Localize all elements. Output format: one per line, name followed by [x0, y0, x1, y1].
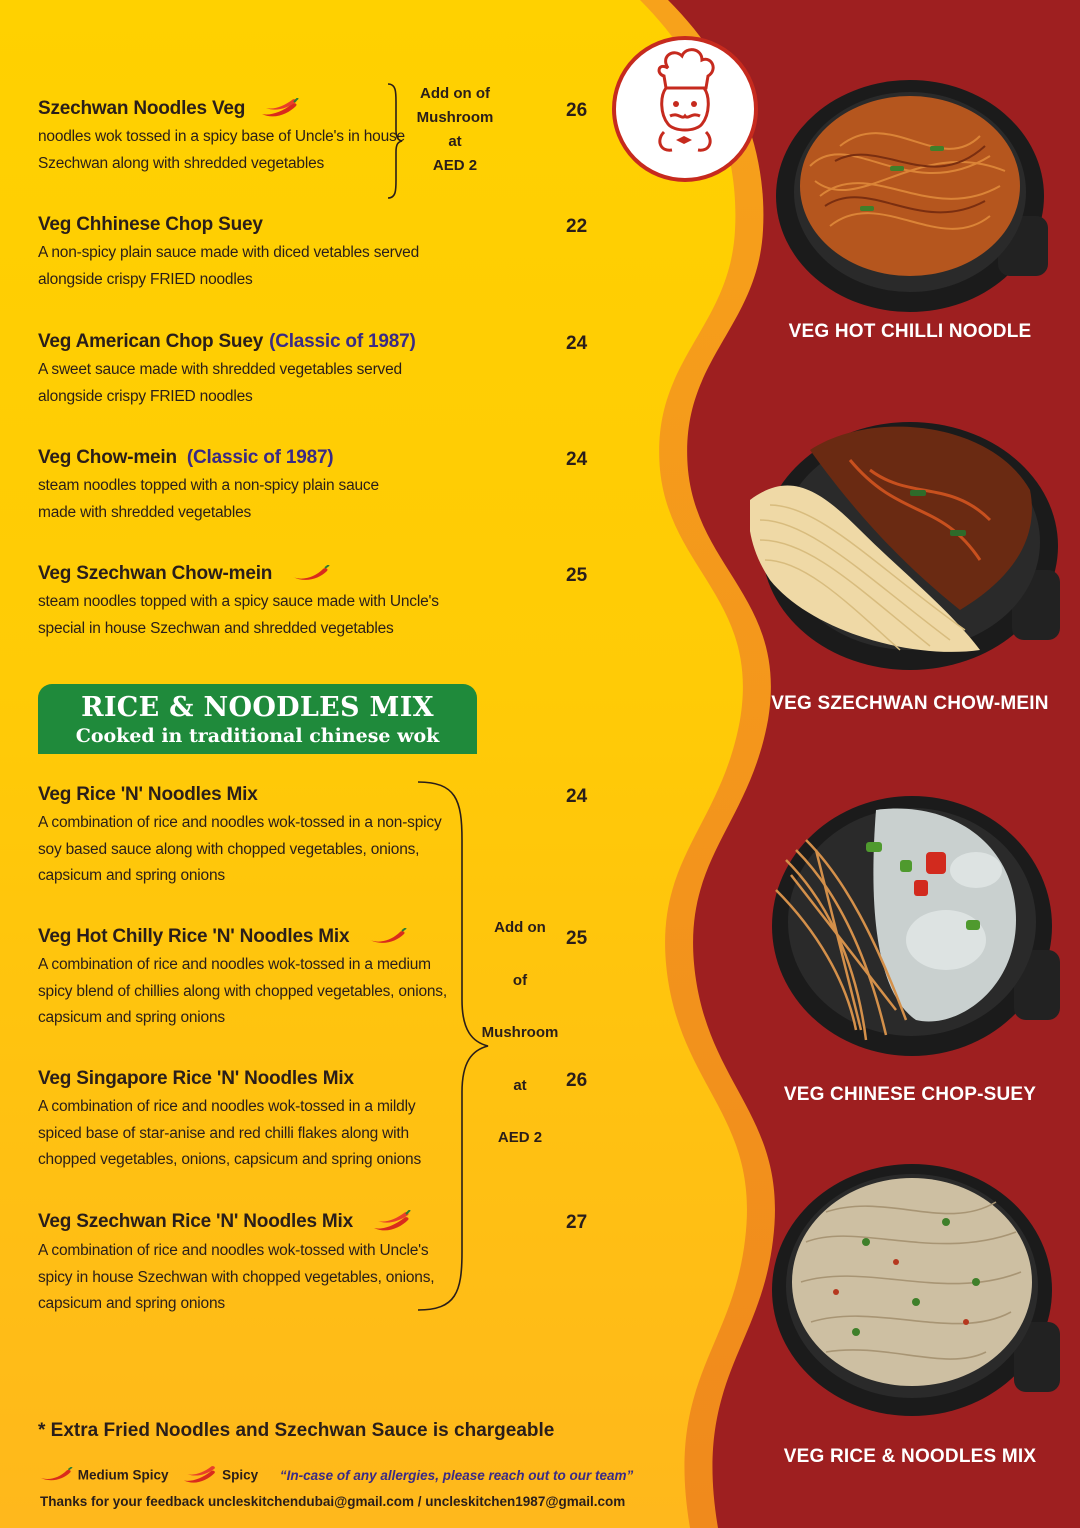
allergy-note: “In-case of any allergies, please reach out to our team” — [279, 1467, 634, 1483]
menu-item — [38, 563, 598, 642]
menu-item — [38, 1210, 598, 1318]
item-description: noodles wok tossed in a spicy base of Uncle's in house Szechwan along with shredded vegetables — [38, 128, 405, 172]
chef-icon — [616, 40, 754, 178]
item-description: steam noodles topped with a spicy sauce made with Uncle's special in house Szechwan and shredded vegetables — [38, 593, 439, 637]
item-name: Veg Rice 'N' Noodles Mix — [38, 784, 258, 805]
classic-tag: (Classic of 1987) — [186, 447, 334, 468]
item-description: A combination of rice and noodles wok-tossed in a mildly spiced base of star-anise and red chilli flakes along with chopped vegetables, onions, capsicum and spring onions — [38, 1098, 421, 1168]
menu-item — [38, 447, 598, 526]
feedback-line: Thanks for your feedback uncleskitchendubai@gmail.com / uncleskitchen1987@gmail.com — [40, 1494, 626, 1509]
item-description: A non-spicy plain sauce made with diced vetables served alongside crispy FRIED noodles — [38, 244, 420, 288]
dish-caption: VEG RICE & NOODLES MIX — [783, 1446, 1037, 1467]
item-price: 27 — [566, 1212, 588, 1233]
menu-item — [38, 784, 598, 890]
menu-item — [38, 98, 598, 177]
item-name: Veg American Chop Suey (Classic of 1987) — [38, 331, 416, 352]
spice-legend — [38, 1464, 633, 1486]
double-chili-icon — [182, 1464, 218, 1486]
item-name: Veg Chow-mein (Classic of 1987) — [38, 447, 334, 468]
dish-caption: VEG CHINESE CHOP-SUEY — [783, 1084, 1037, 1105]
chef-logo — [612, 36, 758, 182]
item-name: Veg Szechwan Chow-mein — [38, 563, 598, 585]
item-price: 26 — [566, 100, 588, 121]
chopsuey-dish-photo — [766, 780, 1062, 1066]
item-price: 24 — [566, 786, 588, 807]
item-name: Veg Hot Chilly Rice 'N' Noodles Mix — [38, 926, 598, 948]
section-header — [38, 684, 477, 754]
spicy-label: Spicy — [222, 1467, 259, 1483]
brace-icon — [384, 82, 404, 200]
footer-note: * Extra Fried Noodles and Szechwan Sauce is chargeable — [38, 1420, 555, 1441]
item-price: 25 — [566, 565, 588, 586]
section-title: RICE & NOODLES MIX — [81, 692, 434, 723]
chili-icon — [291, 565, 331, 583]
mushroom-addon-note: Add on of Mushroom at AED 2 — [416, 85, 494, 174]
item-price: 26 — [566, 1070, 588, 1091]
medium-spicy-label: Medium Spicy — [77, 1467, 169, 1483]
item-price: 22 — [566, 216, 588, 237]
classic-tag: (Classic of 1987) — [269, 331, 416, 352]
rice-noodles-dish-photo — [766, 1152, 1062, 1424]
item-name: Veg Singapore Rice 'N' Noodles Mix — [38, 1068, 354, 1089]
noodle-dish-photo — [770, 66, 1052, 314]
item-price: 24 — [566, 449, 588, 470]
double-chili-icon — [372, 1210, 412, 1234]
item-description: A combination of rice and noodles wok-tossed with Uncle's spicy in house Szechwan with chopped vegetables, onions, capsicum and spring onions — [38, 1242, 435, 1312]
menu-item — [38, 331, 598, 410]
double-chili-icon — [260, 98, 300, 120]
item-price: 24 — [566, 333, 588, 354]
dish-caption: VEG SZECHWAN CHOW-MEIN — [771, 693, 1049, 714]
chili-icon — [38, 1467, 74, 1483]
item-description: steam noodles topped with a non-spicy plain sauce made with shredded vegetables — [38, 477, 379, 521]
item-description: A combination of rice and noodles wok-tossed in a non-spicy soy based sauce along with chopped vegetables, onions, capsicum and spring onions — [38, 814, 442, 884]
item-name: Szechwan Noodles Veg — [38, 98, 598, 120]
mushroom-addon-note: Add on of Mushroom at AED 2 — [481, 919, 559, 1146]
item-description: A sweet sauce made with shredded vegetables served alongside crispy FRIED noodles — [38, 361, 402, 405]
item-name: Veg Chhinese Chop Suey — [38, 214, 263, 235]
chili-icon — [368, 928, 408, 946]
menu-item — [38, 214, 598, 293]
dish-caption: VEG HOT CHILLI NOODLE — [788, 321, 1032, 342]
section-subtitle: Cooked in traditional chinese wok — [75, 725, 440, 747]
item-price: 25 — [566, 928, 588, 949]
item-description: A combination of rice and noodles wok-tossed in a medium spicy blend of chillies along with chopped vegetables, onions, capsicum and spring onions — [38, 956, 447, 1026]
chowmein-dish-photo — [750, 410, 1062, 674]
item-name: Veg Szechwan Rice 'N' Noodles Mix — [38, 1210, 598, 1234]
